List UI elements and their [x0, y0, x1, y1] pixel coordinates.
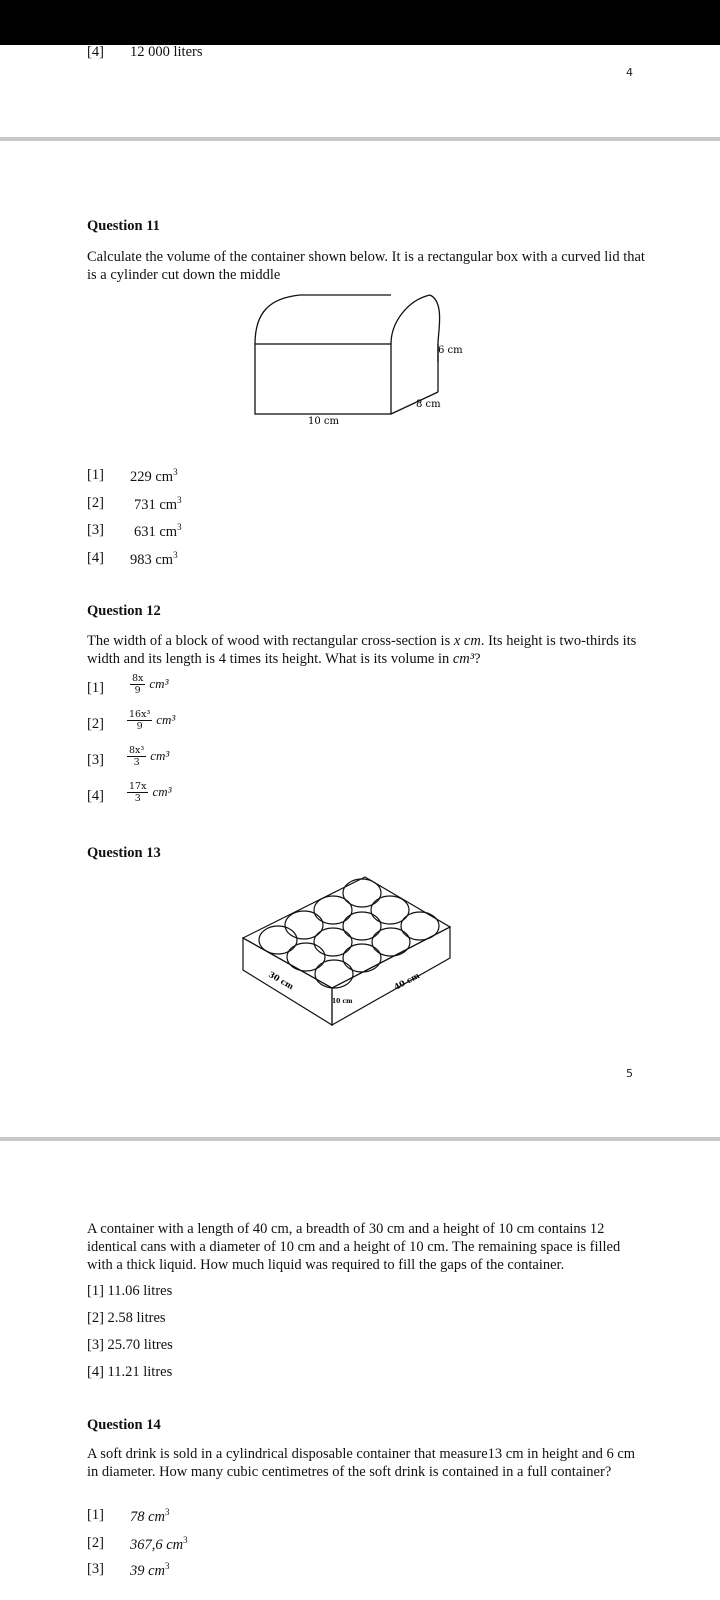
lid-curve-front: [255, 295, 391, 344]
can: [314, 928, 352, 956]
q11-label-depth: 8 cm: [416, 399, 441, 410]
q12-option-4-number: [4]: [87, 788, 104, 804]
can: [259, 926, 297, 954]
q11-option-3-value: 631 $cm^3$: [134, 522, 182, 540]
page-divider: [0, 137, 720, 141]
can: [343, 944, 381, 972]
top-black-bar: [0, 0, 720, 45]
page-divider: [0, 1137, 720, 1141]
q14-option-2-value: 367,6 $cm^3$: [130, 1535, 188, 1553]
can: [343, 912, 381, 940]
question-13-text: A container with a length of 40 cm, a breadth of 30 cm and a height of 10 cm contains 12 identical cans with a diameter of 10 cm and a height of 10 cm. The remaining space is filled with a thick liquid. How much liquid was required to fill the gaps of the container.: [87, 1221, 621, 1273]
q13-box-of-cans-figure: [240, 870, 460, 1030]
can: [287, 943, 325, 971]
q13-label-height: 10 cm: [332, 998, 353, 1005]
q12-option-3-value: $\frac{\text{8x³}}{3}$ cm³: [129, 745, 170, 768]
q13-label-length: 40 cm: [392, 970, 422, 992]
question-12-text: The width of a block of wood with rectangular cross-section is x cm. Its height is two-thirds its width and its length is 4 times its height. What is its volume in cm³?: [87, 633, 637, 667]
can: [401, 912, 439, 940]
q11-option-4-value: 983 $cm^3$: [130, 550, 178, 568]
q11-option-1-value: 229 $cm^3$: [130, 467, 178, 485]
can: [372, 928, 410, 956]
q14-option-2-number: [2]: [87, 1535, 104, 1551]
q11-container-figure: [250, 292, 480, 437]
question-14-text: A soft drink is sold in a cylindrical disposable container that measure13 cm in height and 6 cm in diameter. How many cubic centimetres of the soft drink is contained in a full container?: [87, 1446, 636, 1480]
q13-option-1: [1] 11.06 litres: [87, 1283, 173, 1299]
box-right-face: [332, 927, 450, 1025]
q13-option-2: [2] 2.58 litres: [87, 1310, 166, 1326]
q12-option-1-number: [1]: [87, 680, 104, 696]
q11-option-1-number: [1]: [87, 467, 104, 483]
q11-option-4-number: [4]: [87, 550, 104, 566]
q11-option-2-value: 731 $cm^3$: [134, 495, 182, 513]
page-number: 4: [626, 66, 633, 79]
q13-option-3: [3] 25.70 litres: [87, 1337, 173, 1353]
page-number: 5: [626, 1067, 633, 1080]
q12-option-1-value: $\frac{8x}{9}$ cm³: [132, 673, 169, 696]
q14-option-3-value: 39 $cm^3$: [130, 1561, 170, 1579]
q12-option-4-value: $\frac{17x}{3}$ cm³: [129, 781, 172, 804]
q12-option-2-value: $\frac{\text{16x³}}{9}$ cm³: [129, 709, 176, 732]
can: [315, 960, 353, 988]
question-11-text: Calculate the volume of the container shown below. It is a rectangular box with a curved lid that is a cylinder cut down the middle: [87, 249, 645, 283]
q11-option-2-number: [2]: [87, 495, 104, 511]
can: [343, 879, 381, 907]
question-11-title: Question 11: [87, 218, 160, 234]
box-front-face: [255, 344, 391, 414]
question-13-title: Question 13: [87, 845, 161, 861]
q11-option-3-number: [3]: [87, 522, 104, 538]
q11-label-height: 6 cm: [438, 345, 463, 356]
lid-curve-side: [391, 295, 430, 344]
q13-option-4: [4] 11.21 litres: [87, 1364, 173, 1380]
question-14-title: Question 14: [87, 1417, 161, 1433]
q13-label-breadth: 30 cm: [267, 969, 296, 992]
q14-option-1-value: 78 $cm^3$: [130, 1507, 170, 1525]
q11-label-width: 10 cm: [308, 416, 339, 427]
prev-option-number: [4]: [87, 44, 104, 60]
q12-option-3-number: [3]: [87, 752, 104, 768]
prev-option-value: 12 000 liters: [130, 44, 203, 60]
q14-option-1-number: [1]: [87, 1507, 104, 1523]
q12-option-2-number: [2]: [87, 716, 104, 732]
question-12-title: Question 12: [87, 603, 161, 619]
q14-option-3-number: [3]: [87, 1561, 104, 1577]
